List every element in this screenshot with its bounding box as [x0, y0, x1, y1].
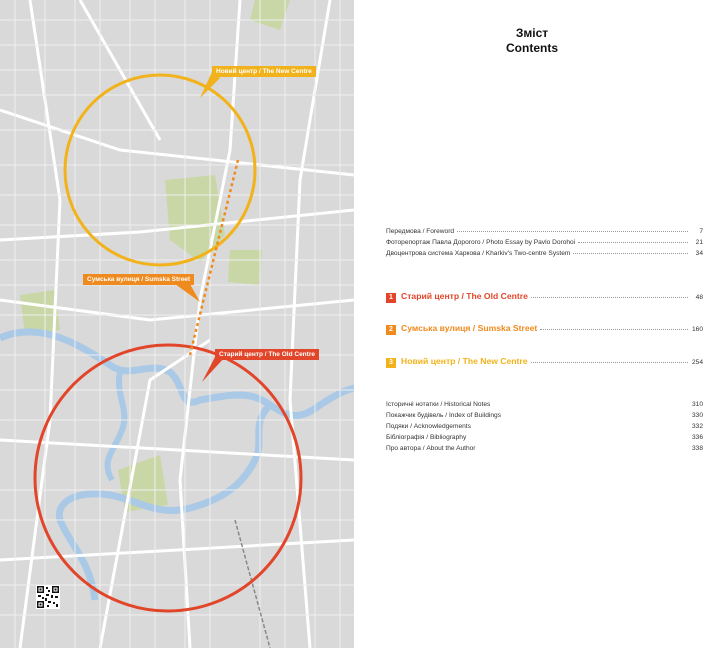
- toc-entry-text: Фоторепортаж Павла Дорогого / Photo Essay by Pavlo Dorohoi: [386, 239, 576, 246]
- toc-entry-photo-essay[interactable]: [386, 239, 703, 246]
- toc-entry-historical-notes[interactable]: [386, 401, 703, 408]
- new-centre-label: Новий центр / The New Centre: [212, 66, 316, 77]
- toc-entry-index-of-buildings[interactable]: [386, 412, 703, 419]
- map-graphic: [0, 0, 354, 648]
- toc-chapter-page: 160: [691, 326, 703, 333]
- qr-code-icon[interactable]: [36, 585, 60, 609]
- toc-entry-text: Покажчик будівель / Index of Buildings: [386, 412, 502, 419]
- toc-entry-foreword[interactable]: [386, 228, 703, 235]
- toc-entry-text: Передмова / Foreword: [386, 228, 455, 235]
- toc-entry-about-the-author[interactable]: [386, 445, 703, 452]
- contents-title-uk: Зміст: [515, 26, 549, 40]
- chapter-number-badge: 3: [386, 358, 396, 368]
- sumska-street-label: Сумська вулиця / Sumska Street: [83, 274, 194, 285]
- toc-chapter-text: Новий центр / The New Centre: [401, 356, 528, 366]
- toc-entry-text: Історичні нотатки / Historical Notes: [386, 401, 491, 408]
- dot-leader: [531, 297, 688, 298]
- chapter-number-badge: 1: [386, 293, 396, 303]
- toc-entry-page: 332: [691, 423, 703, 430]
- contents-title-en: Contents: [506, 41, 558, 55]
- toc-entry-text: Подяки / Acknowledgements: [386, 423, 471, 430]
- toc-entry-acknowledgements[interactable]: [386, 423, 703, 430]
- toc-entry-page: 34: [695, 250, 703, 257]
- dot-leader: [578, 242, 688, 243]
- toc-entry-text: Двоцентрова система Харкова / Kharkiv's Two-centre System: [386, 250, 571, 257]
- toc-chapter-page: 48: [695, 294, 703, 301]
- dot-leader: [531, 362, 688, 363]
- toc-entry-page: 330: [691, 412, 703, 419]
- toc-chapter-page: 254: [691, 359, 703, 366]
- toc-entry-page: 338: [691, 445, 703, 452]
- toc-entry-page: 336: [691, 434, 703, 441]
- toc-entry-page: 21: [695, 239, 703, 246]
- toc-entry-page: 7: [699, 228, 703, 235]
- contents-page: [355, 0, 709, 648]
- toc-entry-bibliography[interactable]: [386, 434, 703, 441]
- toc-entry-text: Про автора / About the Author: [386, 445, 476, 452]
- city-map: [0, 0, 354, 648]
- toc-chapter-text: Сумська вулиця / Sumska Street: [401, 323, 538, 333]
- toc-chapter-old-centre[interactable]: [386, 291, 703, 303]
- toc-chapter-new-centre[interactable]: [386, 356, 703, 368]
- dot-leader: [573, 253, 688, 254]
- old-centre-label: Старий центр / The Old Centre: [215, 349, 319, 360]
- chapter-number-badge: 2: [386, 325, 396, 335]
- toc-chapter-sumska-street[interactable]: [386, 323, 703, 335]
- toc-entry-two-centre-system[interactable]: [386, 250, 703, 257]
- toc-entry-text: Бібліографія / Bibliography: [386, 434, 467, 441]
- toc-chapter-text: Старий центр / The Old Centre: [401, 291, 528, 301]
- dot-leader: [540, 329, 688, 330]
- dot-leader: [457, 231, 688, 232]
- toc-entry-page: 310: [691, 401, 703, 408]
